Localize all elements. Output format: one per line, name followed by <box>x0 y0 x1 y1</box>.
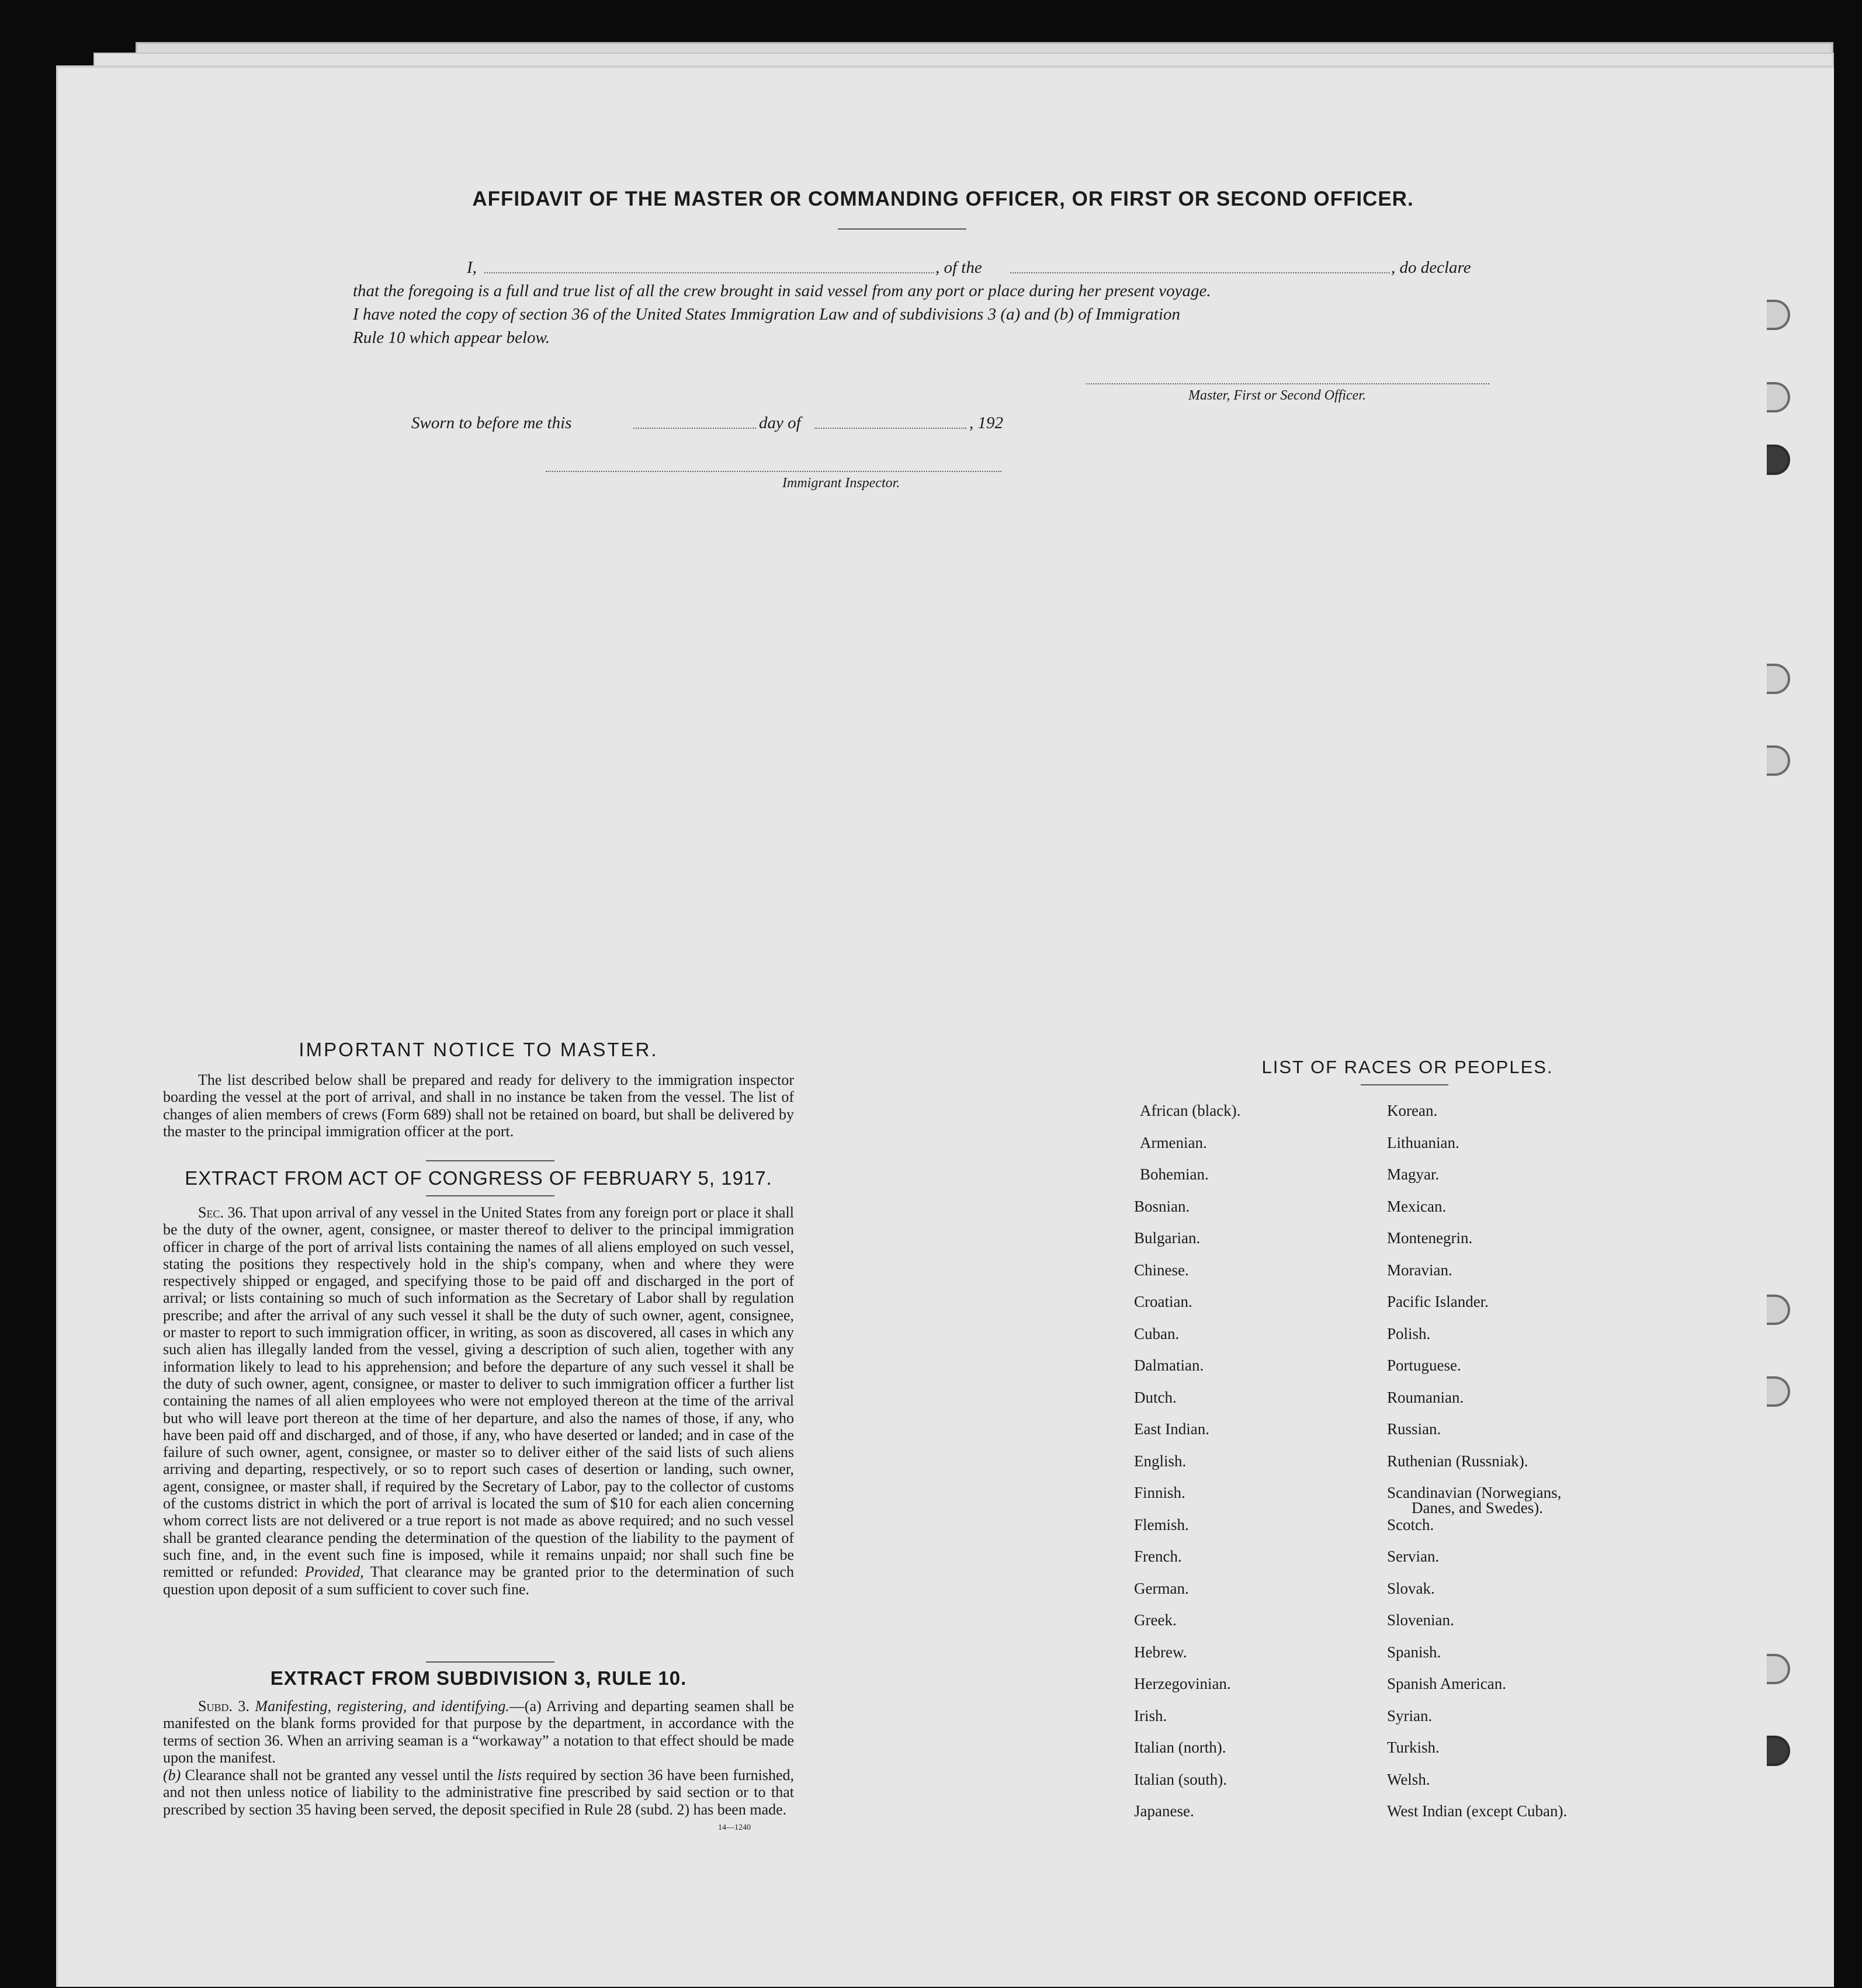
master-signature-caption: Master, First or Second Officer. <box>1188 388 1366 403</box>
race-item: Italian (north). <box>1134 1739 1226 1756</box>
race-item: Servian. <box>1387 1548 1440 1565</box>
race-item: Greek. <box>1134 1611 1177 1629</box>
act-section-text-end: That clearance may be granted prior to the determination of such question upon deposit of a sum sufficient to cover such fine. <box>163 1563 795 1598</box>
master-signature-line <box>1086 383 1489 384</box>
race-item: Italian (south). <box>1134 1770 1227 1788</box>
race-item: Lithuanian. <box>1387 1133 1459 1151</box>
affidavit-title: AFFIDAVIT OF THE MASTER OR COMMANDING OFFICER, OR FIRST OR SECOND OFFICER. <box>472 188 1414 210</box>
race-item: Danes, and Swedes). <box>1412 1499 1543 1517</box>
rule10-subd-b <box>163 1767 794 1818</box>
document-page <box>56 65 1834 1987</box>
declaration-line-3: I have noted the copy of section 36 of the United States Immigration Law and of subdivisions 3 (a) and (b) of Immigration <box>353 305 1181 324</box>
declaration-line-1 <box>414 256 1513 282</box>
binder-hole <box>1767 745 1790 776</box>
vessel-blank <box>1010 272 1390 273</box>
sworn-day-blank <box>633 428 756 429</box>
race-item: Bohemian. <box>1140 1165 1209 1183</box>
binder-hole <box>1767 1736 1790 1766</box>
race-item: Japanese. <box>1134 1802 1194 1820</box>
rule10-text-b2: required by section 36 have been furnished, and not then unless notice of liability to the administrative fine prescribed by said section or to that prescribed by section 35 having been served, the deposit specified in Rule 28 (subd. 2) has been made. <box>163 1767 795 1818</box>
race-item: West Indian (except Cuban). <box>1387 1802 1568 1820</box>
inspector-caption: Immigrant Inspector. <box>782 476 900 491</box>
sworn-line <box>411 411 1171 437</box>
sworn-month-blank <box>814 428 966 429</box>
sworn-day-of: day of <box>759 414 801 432</box>
races-right-column <box>1387 1102 1656 1896</box>
rule10-text-a: —(a) Arriving and departing seamen shall be manifested on the blank forms provided for that purpose by the department, in accordance with the terms of section 36. When an arriving seaman is a “workaway” a notation to that effect should be made upon the manifest. <box>163 1698 795 1766</box>
race-item: Bosnian. <box>1134 1197 1190 1215</box>
race-item: Portuguese. <box>1387 1356 1461 1374</box>
race-item: East Indian. <box>1134 1420 1209 1438</box>
race-item: Scandinavian (Norwegians, <box>1387 1484 1562 1501</box>
act-section-text: That upon arrival of any vessel in the United States from any foreign port or place it shall be the duty of the owner, agent, consignee, or master thereof to deliver to the principal immigration officer in charge of the port of arrival lists containing the names of all aliens employed on such vessel, stating the positions they respectively hold in the ship's company, when and where they were respectively shipped or engaged, and specifying those to be paid off and discharged in the port of arrival; or lists containing so much of such information as the Secretary of Labor shall by regulation prescribe; and after the arrival of any such vessel it shall be the duty of such owner, agent, consignee, or master to report to such immigration officer, in writing, as soon as discovered, all cases in which any such alien has illegally landed from the vessel, giving a description of such alien, together with any information likely to lead to his apprehension; and before the departure of any such vessel it shall be the duty of such owner, agent, consignee, or master to deliver to such immigration officer a further list containing the names of all alien employees who were not employed thereon at the time of the arrival but who will leave port thereon at the time of her departure, and also the names of those, if any, who have been paid off and discharged, and of those, if any, who have deserted or landed; and in case of the failure of such owner, agent, consignee, or master so to deliver either of the said lists of such aliens arriving and departing, respectively, or so to report such cases of desertion or landing, such owner, agent, consignee, or master shall, if required by the Secretary of Labor, pay to the collector of customs of the customs district in which the port of arrival is located the sum of $10 for each alien concerning whom correct lists are not delivered or a true report is not made as above required; and no such vessel shall be granted clearance pending the determination of the question of the liability to the payment of such fine, and, in the event such fine is imposed, while it remains unpaid; nor shall such fine be remitted or refunded: <box>163 1204 794 1581</box>
declaration-line-4: Rule 10 which appear below. <box>353 328 550 347</box>
name-blank <box>484 272 934 273</box>
race-item: Ruthenian (Russniak). <box>1387 1452 1528 1470</box>
title-divider <box>838 228 966 230</box>
race-item: Bulgarian. <box>1134 1229 1201 1247</box>
binder-hole <box>1767 1295 1790 1325</box>
race-item: Syrian. <box>1387 1706 1433 1725</box>
race-item: Polish. <box>1387 1324 1431 1342</box>
race-item: Russian. <box>1387 1420 1441 1438</box>
inspector-signature-line <box>546 471 1001 472</box>
declaration-of-the: , of the <box>935 258 982 277</box>
race-item: Spanish American. <box>1387 1675 1506 1692</box>
sworn-year: , 192 <box>969 414 1003 432</box>
act-title: EXTRACT FROM ACT OF CONGRESS OF FEBRUARY 5, 1917. <box>185 1167 772 1189</box>
declaration-line-2: that the foregoing is a full and true list of all the crew brought in said vessel from any port or place during her present voyage. <box>353 282 1211 300</box>
declaration-i: I, <box>467 258 477 277</box>
race-item: Moravian. <box>1387 1261 1452 1279</box>
act-end-divider <box>426 1661 554 1663</box>
rule10-subd-a <box>163 1698 794 1766</box>
race-item: German. <box>1134 1579 1189 1597</box>
rule10-lists: lists <box>497 1767 522 1784</box>
race-item: Croatian. <box>1134 1293 1192 1310</box>
form-number: 14—1240 <box>718 1823 751 1832</box>
declaration-do-declare: , do declare <box>1391 258 1471 277</box>
race-item: Slovenian. <box>1387 1611 1454 1629</box>
sworn-text: Sworn to before me this <box>411 414 572 432</box>
binder-hole <box>1767 300 1790 330</box>
act-section-36 <box>163 1204 794 1598</box>
race-item: Montenegrin. <box>1387 1229 1473 1247</box>
race-item: Scotch. <box>1387 1515 1434 1533</box>
race-item: Roumanian. <box>1387 1388 1464 1406</box>
race-item: Pacific Islander. <box>1387 1293 1489 1310</box>
binder-hole <box>1767 664 1790 694</box>
race-item: Magyar. <box>1387 1165 1440 1183</box>
act-divider <box>426 1195 554 1196</box>
binder-hole <box>1767 1654 1790 1684</box>
binder-hole <box>1767 382 1790 412</box>
race-item: African (black). <box>1140 1102 1241 1119</box>
rule10-b-label: (b) <box>163 1767 181 1784</box>
notice-title: IMPORTANT NOTICE TO MASTER. <box>299 1039 658 1060</box>
rule10-title: EXTRACT FROM SUBDIVISION 3, RULE 10. <box>270 1667 687 1689</box>
race-item: Slovak. <box>1387 1579 1435 1597</box>
rule10-heading: Manifesting, registering, and identifying. <box>255 1698 509 1715</box>
race-item: Dutch. <box>1134 1388 1177 1406</box>
race-item: Welsh. <box>1387 1770 1430 1788</box>
rule10-subd-label: Subd. 3. <box>198 1698 249 1715</box>
race-item: Flemish. <box>1134 1515 1189 1533</box>
race-item: Turkish. <box>1387 1739 1440 1756</box>
races-title: LIST OF RACES OR PEOPLES. <box>1261 1057 1554 1077</box>
act-provided: Provided, <box>304 1563 364 1581</box>
act-section-label: Sec. 36. <box>198 1204 247 1221</box>
race-item: Armenian. <box>1140 1133 1207 1151</box>
race-item: Finnish. <box>1134 1484 1185 1501</box>
race-item: Chinese. <box>1134 1261 1189 1279</box>
race-item: Spanish. <box>1387 1643 1441 1661</box>
races-divider <box>1361 1084 1448 1085</box>
notice-text: The list described below shall be prepared and ready for delivery to the immigration inspector boarding the vessel at the port of arrival, and shall in no instance be taken from the vessel. The list of changes of alien members of crews (Form 689) shall not be retained on board, but shall be delivered by the master to the principal immigration officer at the port. <box>163 1071 794 1140</box>
binder-hole <box>1767 1376 1790 1407</box>
race-item: Hebrew. <box>1134 1643 1187 1661</box>
race-item: Dalmatian. <box>1134 1356 1204 1374</box>
race-item: Irish. <box>1134 1706 1167 1725</box>
race-item: French. <box>1134 1548 1182 1565</box>
notice-divider <box>426 1160 554 1161</box>
race-item: Korean. <box>1387 1102 1438 1119</box>
race-item: Cuban. <box>1134 1324 1180 1342</box>
races-left-column <box>1133 1102 1378 1896</box>
race-item: English. <box>1134 1452 1187 1470</box>
race-item: Herzegovinian. <box>1134 1675 1231 1692</box>
binder-hole <box>1767 445 1790 475</box>
rule10-text-b1: Clearance shall not be granted any vessel until the <box>185 1767 493 1784</box>
race-item: Mexican. <box>1387 1197 1447 1215</box>
